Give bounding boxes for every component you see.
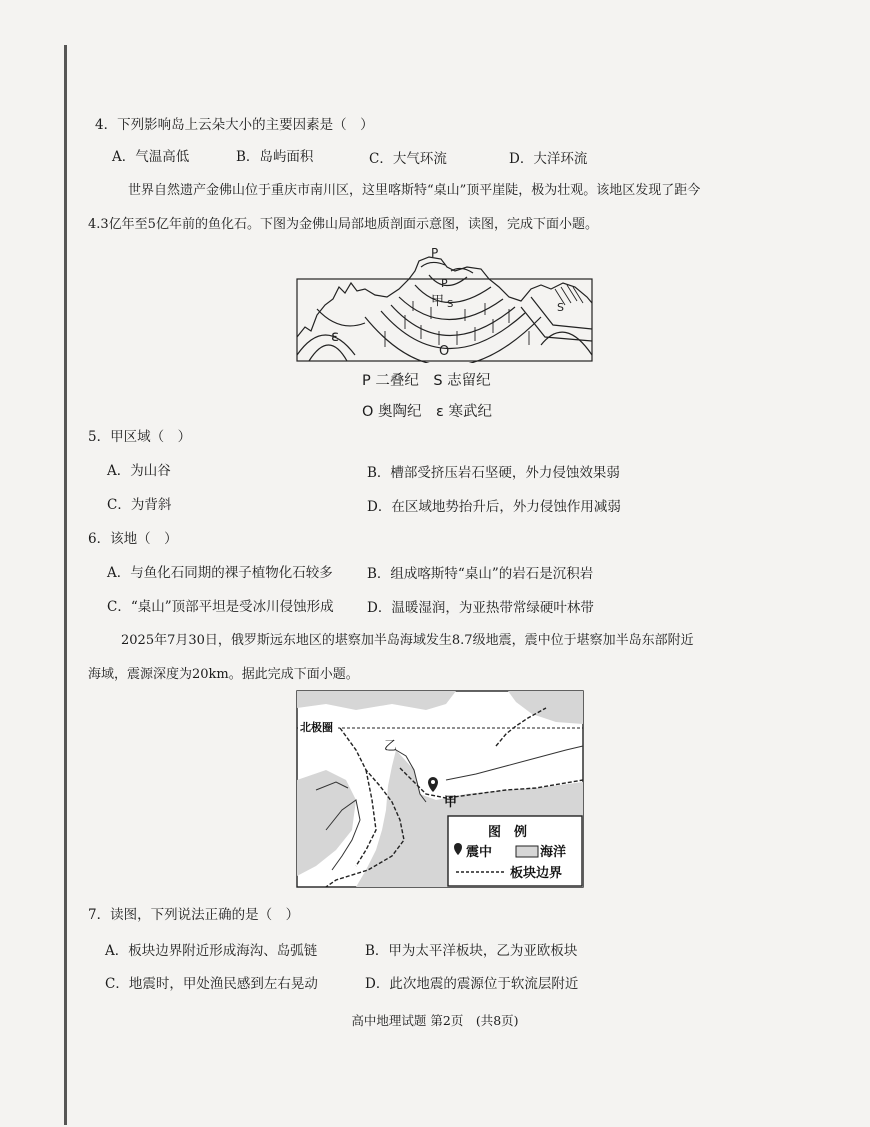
- legend-epicenter: 震中: [466, 845, 493, 860]
- left-fold-3: [317, 309, 365, 326]
- arctic-circle-label: 北极圈: [300, 721, 333, 734]
- label-epsilon: ε: [331, 327, 340, 345]
- q7-option-c: C．地震时，甲处渔民感到左右晃动: [105, 976, 318, 992]
- label-p-inner: P: [441, 277, 448, 290]
- stratum-arc-6: [429, 275, 467, 286]
- kamchatka-map-figure: [296, 690, 584, 888]
- label-jia-map: 甲: [444, 795, 458, 810]
- question-5-stem: 5．甲区域（ ）: [88, 429, 192, 445]
- passage-1-line-1: 世界自然遗产金佛山位于重庆市南川区，这里喀斯特“桌山”顶平崖陡，极为壮观。该地区发现了距今: [128, 183, 701, 198]
- q5-option-d: D．在区域地势抬升后，外力侵蚀作用减弱: [367, 499, 621, 515]
- right-fold: [541, 332, 592, 355]
- label-jia: 甲: [431, 294, 445, 309]
- geologic-section-figure: [295, 245, 595, 363]
- figure1-legend-row-2: O 奥陶纪 ε 寒武纪: [362, 404, 492, 420]
- q4-option-a: A．气温高低: [112, 149, 190, 165]
- q7-option-a: A．板块边界附近形成海沟、岛弧链: [105, 943, 318, 959]
- label-s-right: S: [557, 301, 564, 314]
- q5-option-a: A．为山谷: [107, 463, 171, 479]
- q6-option-a: A．与鱼化石同期的裸子植物化石较多: [107, 565, 333, 581]
- label-yi: 乙: [384, 739, 398, 754]
- legend-title: 图 例: [488, 825, 528, 840]
- passage-2-line-2: 海域，震源深度为20km。据此完成下面小题。: [88, 667, 359, 682]
- page-footer: 高中地理试题 第2页 (共8页): [351, 1013, 519, 1028]
- passage-2-line-1: 2025年7月30日，俄罗斯远东地区的堪察加半岛海域发生8.7级地震，震中位于堪察加半岛东部附近: [121, 633, 694, 648]
- label-s-inner: S: [447, 299, 454, 310]
- label-p-top: P: [431, 246, 439, 260]
- binding-line: [64, 45, 67, 1125]
- q4-option-b: B．岛屿面积: [236, 149, 314, 165]
- q5-option-b: B．槽部受挤压岩石坚硬，外力侵蚀效果弱: [367, 465, 620, 481]
- q4-option-c: C．大气环流: [369, 151, 447, 167]
- question-6-stem: 6．该地（ ）: [88, 531, 178, 547]
- question-7-stem: 7．读图，下列说法正确的是（ ）: [88, 907, 300, 923]
- q7-option-b: B．甲为太平洋板块，乙为亚欧板块: [365, 943, 578, 959]
- stratum-arc-3: [365, 317, 541, 363]
- q5-option-c: C．为背斜: [107, 497, 172, 513]
- cap-layer-1: [421, 262, 445, 267]
- legend-ocean: 海洋: [540, 845, 567, 860]
- map-legend: [448, 816, 582, 886]
- figure1-legend-row-1: P 二叠纪 S 志留纪: [362, 373, 491, 389]
- left-fold-2: [309, 345, 347, 361]
- q4-option-d: D．大洋环流: [509, 151, 588, 167]
- label-o: O: [439, 344, 450, 359]
- legend-boundary: 板块边界: [510, 866, 563, 881]
- question-4-stem: 4．下列影响岛上云朵大小的主要因素是（ ）: [95, 117, 374, 133]
- q6-option-d: D．温暖湿润，为亚热带常绿硬叶林带: [367, 600, 594, 616]
- q6-option-b: B．组成喀斯特“桌山”的岩石是沉积岩: [367, 566, 594, 582]
- q6-option-c: C．“桌山”顶部平坦是受冰川侵蚀形成: [107, 599, 334, 615]
- passage-1-line-2: 4.3亿年至5亿年前的鱼化石。下图为金佛山局部地质剖面示意图，读图，完成下面小题。: [88, 217, 598, 232]
- ocean-legend-swatch: [516, 846, 538, 857]
- q7-option-d: D．此次地震的震源位于软流层附近: [365, 976, 579, 992]
